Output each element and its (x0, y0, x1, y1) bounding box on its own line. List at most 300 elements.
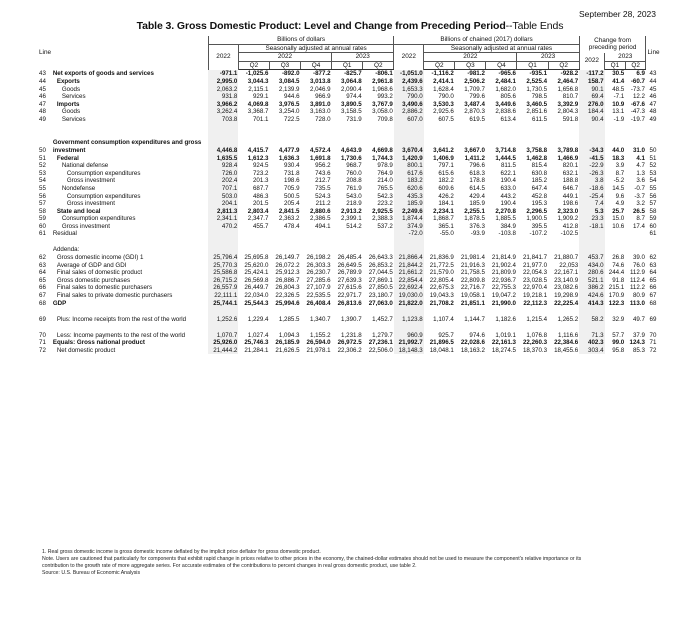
row-label: Plus: Income receipts from the rest of the world (56, 315, 187, 323)
cell-value: -93.9 (470, 230, 485, 238)
line-number-right: 46 (649, 93, 657, 101)
row-label: Consumption expenditures (61, 215, 136, 223)
cell-value: 3,158.5 (341, 108, 362, 116)
table-row (38, 323, 660, 339)
cell-value: 22,506.0 (368, 346, 393, 354)
line-header: Line (39, 49, 52, 57)
row-label: Net exports of goods and services (52, 70, 154, 78)
table-row (38, 124, 660, 155)
y2022-c: 2022 (579, 53, 604, 70)
cell-value: 188.8 (562, 177, 579, 185)
cell-value: -25.4 (579, 193, 604, 201)
cell-value: 1,653.3 (394, 86, 424, 94)
sa-header-a: Seasonally adjusted at annual rates (238, 44, 393, 53)
cell-value: 178.8 (469, 177, 485, 185)
cell-value: 3,890.5 (341, 100, 362, 108)
cell-value: 2,341.1 (208, 215, 238, 223)
cell-value: -34.3 (579, 124, 604, 155)
line-number-right: 61 (649, 230, 657, 238)
cell-value: 799.6 (469, 93, 485, 101)
cell-value: 2,880.6 (309, 207, 331, 215)
cell-value: 2,363.2 (278, 215, 300, 223)
table-row (38, 238, 660, 254)
cell-value: 26,886.7 (275, 276, 300, 284)
row-label: Gross investment (66, 200, 115, 208)
cell-value: 158.7 (579, 78, 604, 86)
cell-value: 21,772.5 (429, 261, 454, 269)
cell-value: 798.5 (531, 93, 548, 101)
line-number (38, 238, 52, 254)
cell-value: 26,230.7 (306, 269, 331, 277)
cell-value: 14.5 (612, 184, 625, 192)
cell-value: 17.4 (632, 222, 645, 230)
row-label: Services (61, 115, 86, 123)
cell-value: 1,265.2 (557, 315, 579, 323)
cell-value: 978.9 (377, 162, 393, 170)
cell-value: 2,925.6 (433, 108, 454, 116)
cell-value: 1,452.7 (372, 315, 393, 323)
cell-value: 202.4 (208, 177, 238, 185)
cell-value: 22,936.7 (491, 276, 516, 284)
cell-value (238, 238, 269, 254)
line-number: 60 (39, 222, 46, 230)
line-number-right: 71 (649, 339, 657, 347)
cell-value: 19,043.3 (429, 292, 454, 300)
cell-value: 124.3 (629, 339, 645, 347)
cell-value: 4,643.9 (341, 146, 362, 154)
cell-value: 2,347.7 (247, 215, 269, 223)
cell-value: -1,051.0 (394, 70, 424, 78)
cell-value: 26,804.3 (275, 284, 300, 292)
cell-value: 26,972.5 (337, 339, 362, 347)
cell-value: 21,978.1 (306, 346, 331, 354)
cell-value: 618.3 (469, 169, 485, 177)
row-label: Average of GDP and GDI (56, 261, 127, 269)
q-header: Q1 (605, 61, 626, 70)
table-row (38, 116, 660, 124)
cell-value: 374.9 (394, 223, 424, 231)
cell-value: 424.6 (579, 292, 604, 300)
cell-value: 3,490.6 (394, 101, 424, 109)
y2022-a: 2022 (238, 53, 331, 62)
row-label: Final sales to domestic purchasers (56, 284, 153, 292)
row-label: Addenda: (52, 246, 80, 254)
cell-value (332, 230, 363, 238)
line-number: 63 (39, 261, 46, 269)
cell-value: 212.7 (315, 177, 331, 185)
cell-value: 3,487.4 (464, 100, 485, 108)
cell-value: 10.9 (612, 100, 625, 108)
cell-value: 449.1 (562, 192, 579, 200)
cell-value: 4,069.8 (247, 100, 269, 108)
cell-value: 2,851.6 (526, 108, 548, 116)
cell-value: 537.2 (377, 222, 393, 230)
q-header: Q1 (332, 61, 363, 70)
q-header: Q4 (486, 61, 517, 70)
cell-value: 2,913.2 (341, 207, 362, 215)
cell-value: 58.2 (579, 307, 604, 323)
line-number-right: 52 (649, 162, 657, 170)
release-date: September 28, 2023 (578, 9, 656, 19)
cell-value: 22,805.4 (429, 276, 454, 284)
cell-value: 1,730.5 (526, 85, 548, 93)
cell-value: 1,019.1 (495, 331, 516, 339)
cell-value: 453.7 (579, 254, 604, 262)
cell-value: 1,868.7 (433, 215, 454, 223)
cell-value: 22,970.4 (522, 284, 548, 292)
cell-value: 1,878.5 (464, 215, 485, 223)
cell-value: 26,569.8 (244, 276, 269, 284)
cell-value: 214.0 (377, 177, 393, 185)
cell-value: 930.4 (284, 162, 300, 170)
table-row (38, 262, 660, 270)
cell-value: 26,485.4 (337, 254, 362, 262)
cell-value: 3,058.0 (372, 108, 393, 116)
cell-value: 3,667.0 (464, 146, 485, 154)
line-header-right: Line (647, 49, 660, 57)
cell-value: 993.2 (377, 93, 393, 101)
cell-value: -5.2 (613, 177, 625, 185)
cell-value: -107.2 (529, 230, 548, 238)
cell-value: 3,670.4 (394, 124, 424, 155)
cell-value: 31.0 (632, 146, 645, 154)
cell-value: 443.2 (500, 192, 516, 200)
cell-value: 2,388.3 (372, 215, 393, 223)
cell-value: 486.3 (252, 192, 269, 200)
line-number-right: 53 (649, 169, 657, 177)
line-number: 68 (39, 299, 46, 307)
line-number-right: 67 (649, 292, 657, 300)
cell-value: 280.6 (579, 269, 604, 277)
cell-value: 32.9 (612, 315, 625, 323)
q-header: Q2 (238, 61, 269, 70)
cell-value: 22,384.6 (554, 339, 579, 347)
cell-value: 617.6 (394, 170, 424, 178)
cell-value: 2,249.6 (394, 208, 424, 216)
table-row (38, 292, 660, 300)
cell-value: -965.6 (498, 70, 516, 78)
q-header: Q2 (548, 61, 579, 70)
cell-value: 4,415.7 (247, 146, 269, 154)
cell-value: 524.3 (315, 192, 331, 200)
table-row (38, 155, 660, 163)
cell-value: 25,744.1 (208, 300, 238, 308)
cell-value (269, 238, 300, 254)
table-row (38, 193, 660, 201)
footnotes (42, 549, 664, 577)
row-label: Imports (56, 100, 80, 108)
cell-value: -26.3 (579, 170, 604, 178)
cell-value (625, 238, 646, 254)
cell-value: 27,285.6 (306, 276, 331, 284)
cell-value: 764.9 (377, 169, 393, 177)
cell-value: 434.0 (579, 262, 604, 270)
cell-value: 966.9 (315, 93, 331, 101)
cell-value: 960.9 (394, 323, 424, 339)
cell-value: 218.9 (346, 200, 362, 208)
cell-value: 500.5 (284, 192, 300, 200)
cell-value: 1,874.4 (394, 215, 424, 223)
cell-value: 26,185.9 (275, 339, 300, 347)
row-label: Nondefense (61, 184, 96, 192)
cell-value: 731.9 (346, 115, 362, 123)
cell-value: 810.7 (562, 93, 579, 101)
line-number: 46 (39, 93, 46, 101)
cell-value: 3.6 (636, 177, 645, 185)
cell-value: 1,229.4 (247, 315, 269, 323)
cell-value: 25,620.0 (244, 261, 269, 269)
line-number-right: 57 (649, 200, 657, 208)
line-number-right: 58 (649, 207, 657, 215)
cell-value: 514.2 (346, 222, 362, 230)
cell-value: 4,572.4 (309, 146, 331, 154)
cell-value: 931.8 (208, 93, 238, 101)
row-label: Federal (56, 154, 79, 162)
sa-header-b: Seasonally adjusted at annual rates (424, 44, 579, 53)
cell-value: 790.0 (394, 93, 424, 101)
cell-value: 800.1 (394, 162, 424, 170)
cell-value: 22,692.4 (394, 284, 424, 292)
cell-value: 815.4 (531, 162, 548, 170)
cell-value: 22,167.1 (554, 269, 579, 277)
q-header: Q3 (269, 61, 300, 70)
cell-value: 26,813.6 (337, 299, 362, 307)
cell-value: 1.3 (636, 169, 645, 177)
cell-value: 3,368.7 (247, 108, 269, 116)
cell-value: 4.7 (636, 162, 645, 170)
cell-value: 21,579.0 (429, 269, 454, 277)
cell-value: 26,715.2 (208, 277, 238, 285)
cell-value (424, 238, 455, 254)
cell-value: 2,234.1 (433, 207, 454, 215)
cell-value: 944.6 (284, 93, 300, 101)
line-number-right: 49 (649, 115, 657, 123)
cell-value: 22,854.4 (394, 277, 424, 285)
row-label: Gross domestic purchases (56, 276, 131, 284)
cell-value: 22,535.5 (306, 292, 331, 300)
gdp-table (38, 36, 660, 354)
cell-value: 182.2 (438, 177, 454, 185)
cell-value: 2,841.5 (278, 207, 300, 215)
cell-value: 1,107.4 (433, 315, 454, 323)
line-number: 65 (39, 276, 46, 284)
cell-value: 365.1 (438, 222, 454, 230)
cell-value: 2,464.7 (557, 77, 579, 85)
cell-value: 57.7 (612, 331, 625, 339)
cell-value: 2,255.1 (464, 207, 485, 215)
cell-value: 22,755.3 (491, 284, 516, 292)
cell-value: 1,116.6 (558, 331, 579, 339)
cell-value: 95.8 (612, 346, 625, 354)
cell-value: 18,455.6 (554, 346, 579, 354)
table-row (38, 200, 660, 208)
cell-value: 26,149.7 (275, 254, 300, 262)
cell-value: 402.3 (579, 339, 604, 347)
cell-value: 22,112.3 (523, 299, 548, 307)
cell-value: 26,594.0 (306, 339, 331, 347)
footnote-line: 1. Real gross domestic income is gross domestic income deflated by the implicit price deflator for gross domestic product. (42, 549, 321, 555)
table-row (38, 307, 660, 323)
cell-value (605, 238, 626, 254)
cell-value: 49.7 (632, 315, 645, 323)
table-row (38, 284, 660, 292)
cell-value: 722.5 (284, 115, 300, 123)
chained-header: Billions of chained (2017) dollars (394, 36, 579, 44)
cell-value: 22,809.8 (460, 276, 485, 284)
cell-value: 1,406.9 (433, 154, 454, 162)
cell-value: 633.0 (500, 184, 516, 192)
table-row (38, 347, 660, 355)
table-row (38, 93, 660, 101)
q-header: Q3 (455, 61, 486, 70)
row-label: Final sales to private domestic purchasers (56, 292, 173, 300)
q-header: Q1 (517, 61, 548, 70)
cell-value: 26,557.9 (208, 284, 238, 292)
line-number: 48 (39, 108, 46, 116)
line-number: 69 (39, 315, 46, 323)
cell-value: 27,044.5 (368, 269, 393, 277)
line-number-right: 51 (649, 154, 657, 162)
cell-value: 201.3 (252, 177, 269, 185)
cell-value: 22,675.3 (429, 284, 454, 292)
cell-value: 1,885.5 (495, 215, 516, 223)
cell-value: 2,386.5 (309, 215, 331, 223)
cell-value: 1,252.6 (208, 307, 238, 323)
cell-value: 956.2 (315, 162, 331, 170)
cell-value: 41.4 (612, 77, 625, 85)
line-number-right: 69 (649, 315, 657, 323)
line-number: 49 (39, 115, 46, 123)
cell-value: 21,896.5 (429, 339, 454, 347)
cell-value (301, 230, 332, 238)
line-number: 70 (39, 331, 46, 339)
cell-value: 25.7 (612, 207, 625, 215)
cell-value: -0.7 (634, 184, 645, 192)
cell-value: 435.3 (394, 193, 424, 201)
cell-value: 21,981.4 (460, 254, 485, 262)
cell-value: 478.4 (284, 222, 300, 230)
line-number-right: 60 (649, 222, 657, 230)
cell-value: 13.1 (612, 108, 625, 116)
cell-value: 90.1 (579, 86, 604, 94)
cell-value: 743.6 (315, 169, 331, 177)
cell-value: 21,977.0 (522, 261, 548, 269)
cell-value: 201.5 (252, 200, 269, 208)
cell-value: 1,285.5 (278, 315, 300, 323)
line-number: 61 (39, 230, 46, 238)
table-row (38, 162, 660, 170)
row-label: Gross investment (61, 222, 110, 230)
cell-value: -55.0 (439, 230, 454, 238)
cell-value: 223.2 (377, 200, 393, 208)
cell-value: 2,925.5 (372, 207, 393, 215)
cell-value: 5.3 (579, 208, 604, 216)
cell-value: -103.8 (498, 230, 516, 238)
cell-value (605, 230, 626, 238)
footnote-line: Note. Users are cautioned that particularly for components that exhibit rapid change in prices relative to other prices in the economy, the chained-dollar estimates should not be used to measure the component's relative importance or its (42, 556, 582, 562)
cell-value: 620.6 (394, 185, 424, 193)
cell-value: 3,758.8 (526, 146, 548, 154)
cell-value: 22,111.1 (208, 292, 238, 300)
cell-value: 25,544.3 (244, 299, 269, 307)
row-label: Net domestic product (56, 346, 116, 354)
line-number: 53 (39, 169, 46, 177)
cell-value: 303.4 (579, 347, 604, 355)
cell-value: 23,082.6 (554, 284, 579, 292)
line-number: 45 (39, 85, 46, 93)
cell-value: 1,182.6 (495, 315, 516, 323)
cell-value: 71.3 (579, 323, 604, 339)
line-number-right (646, 238, 660, 254)
cell-value: 185.9 (469, 200, 485, 208)
footnote-line: contribution to the growth rate of more aggregate series. For accurate estimates of the contributions to percent changes in real gross domestic product, use table 2. (42, 563, 417, 569)
cell-value: 1,420.9 (394, 155, 424, 163)
cell-value: -72.0 (394, 230, 424, 238)
cell-value: 4,669.8 (372, 146, 393, 154)
line-number-right: 63 (649, 261, 657, 269)
cell-value: 503.0 (208, 193, 238, 201)
line-number-right: 44 (649, 77, 657, 85)
cell-value: 426.2 (438, 192, 454, 200)
cell-value: 25,586.8 (208, 269, 238, 277)
line-number-right: 47 (649, 100, 657, 108)
line-number-right: 68 (649, 299, 657, 307)
cell-value: 19,030.0 (394, 292, 424, 300)
cell-value: 26.8 (612, 254, 625, 262)
cell-value: 18,048.1 (429, 346, 454, 354)
cell-value: -102.5 (560, 230, 579, 238)
line-number: 67 (39, 292, 46, 300)
cell-value: 2,995.0 (208, 78, 238, 86)
cell-value: 1,231.8 (341, 331, 362, 339)
cell-value: 968.7 (346, 162, 362, 170)
cell-value: 701.1 (252, 115, 269, 123)
cell-value: 22,161.3 (491, 339, 516, 347)
cell-value: 1,636.3 (278, 154, 300, 162)
cell-value: 1,340.7 (309, 315, 331, 323)
table-row (38, 185, 660, 193)
cell-value: 22,716.7 (460, 284, 485, 292)
cell-value: 1,411.2 (464, 154, 485, 162)
row-label: Final sales of domestic product (56, 269, 143, 277)
cell-value: 22,326.5 (275, 292, 300, 300)
row-label: Gross investment (66, 177, 115, 185)
cell-value: 1,612.3 (247, 154, 269, 162)
line-number-right: 48 (649, 108, 657, 116)
cell-value: 607.5 (438, 115, 454, 123)
row-label: GDP (52, 299, 67, 307)
cell-value: 21,866.4 (394, 254, 424, 262)
cell-value: -19.7 (630, 115, 645, 123)
cell-value: 21,809.9 (491, 269, 516, 277)
line-number: 71 (39, 339, 46, 347)
cell-value: 928.4 (208, 162, 238, 170)
cell-value: 765.5 (377, 184, 393, 192)
change-header: Change from preceding period (579, 36, 646, 53)
cell-value: 723.2 (252, 169, 269, 177)
cell-value: 1,094.3 (278, 331, 300, 339)
row-label: Goods (61, 108, 81, 116)
cell-value: 2,870.3 (464, 108, 485, 116)
cell-value: 21,844.2 (394, 262, 424, 270)
cell-value (332, 238, 363, 254)
line-number: 51 (39, 154, 46, 162)
row-label: National defense (61, 162, 109, 170)
cell-value: 760.0 (346, 169, 362, 177)
cell-value: 974.6 (469, 331, 485, 339)
cell-value: 2,399.1 (341, 215, 362, 223)
cell-value: 611.5 (532, 115, 548, 123)
